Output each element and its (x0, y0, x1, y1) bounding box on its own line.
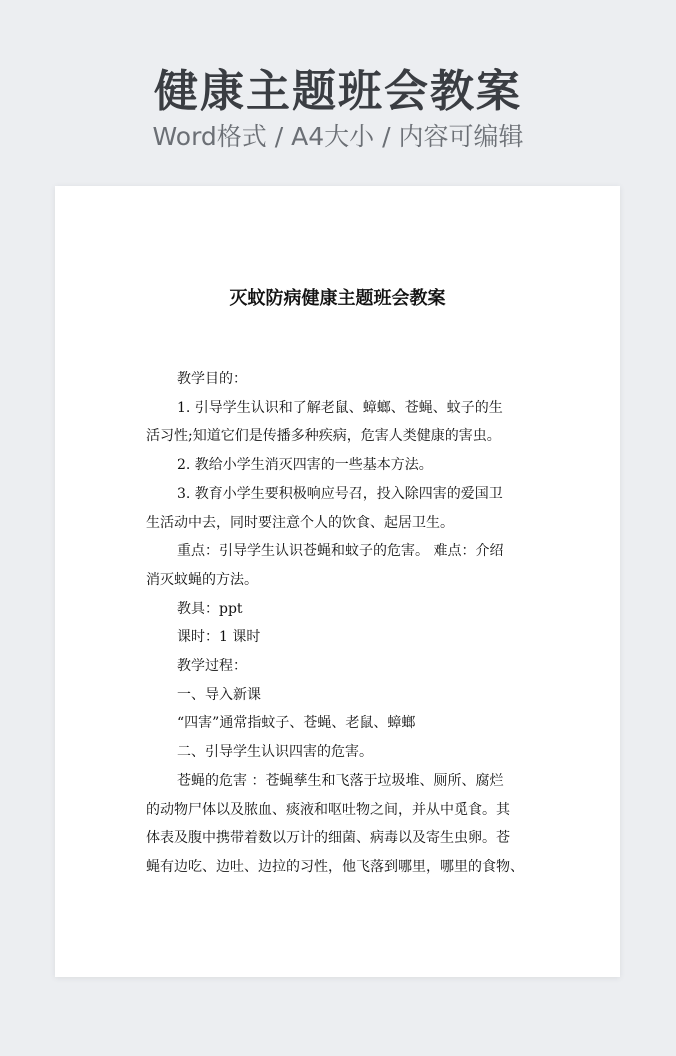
text-line: 消灭蚊蝇的方法。 (146, 571, 258, 588)
text-line: 生活动中去，同时要注意个人的饮食、起居卫生。 (146, 514, 454, 531)
text-line: 的动物尸体以及脓血、痰液和呕吐物之间，并从中觅食。其 (146, 801, 510, 818)
text-line: “四害”通常指蚊子、苍蝇、老鼠、蟑螂 (177, 715, 416, 732)
text-line: 2. 教给小学生消灭四害的一些基本方法。 (177, 457, 433, 474)
text-line: 3. 教育小学生要积极响应号召，投入除四害的爱国卫 (177, 485, 503, 502)
banner-title: 健康主题班会教案 (154, 66, 522, 117)
document-title: 灭蚊防病健康主题班会教案 (229, 288, 446, 309)
banner-subtitle: Word格式 / A4大小 / 内容可编辑 (152, 122, 524, 151)
banner (0, 0, 676, 186)
document-body (146, 365, 538, 882)
text-line: 1. 引导学生认识和了解老鼠、蟑螂、苍蝇、蚊子的生 (177, 399, 503, 416)
text-line: 教学过程： (177, 658, 247, 675)
text-line: 教学目的： (177, 371, 247, 387)
text-line: 重点：引导学生认识苍蝇和蚊子的危害。 难点：介绍 (177, 543, 504, 560)
text-line: 课时：1 课时 (177, 629, 261, 646)
text-line: 教具：ppt (177, 600, 243, 617)
section-heading: 一、导入新课 (177, 686, 261, 703)
text-line: 苍蝇的危害 ：苍蝇孳生和飞落于垃圾堆、厕所、腐烂 (177, 772, 504, 789)
text-line: 蝇有边吃、边吐、边拉的习性，他飞落到哪里，哪里的食物、 (146, 858, 524, 875)
section-heading: 二、引导学生认识四害的危害。 (177, 744, 373, 761)
document-page (55, 186, 620, 977)
text-line: 活习性;知道它们是传播多种疾病，危害人类健康的害虫。 (146, 428, 501, 445)
text-line: 体表及腹中携带着数以万计的细菌、病毒以及寄生虫卵。苍 (146, 830, 510, 847)
